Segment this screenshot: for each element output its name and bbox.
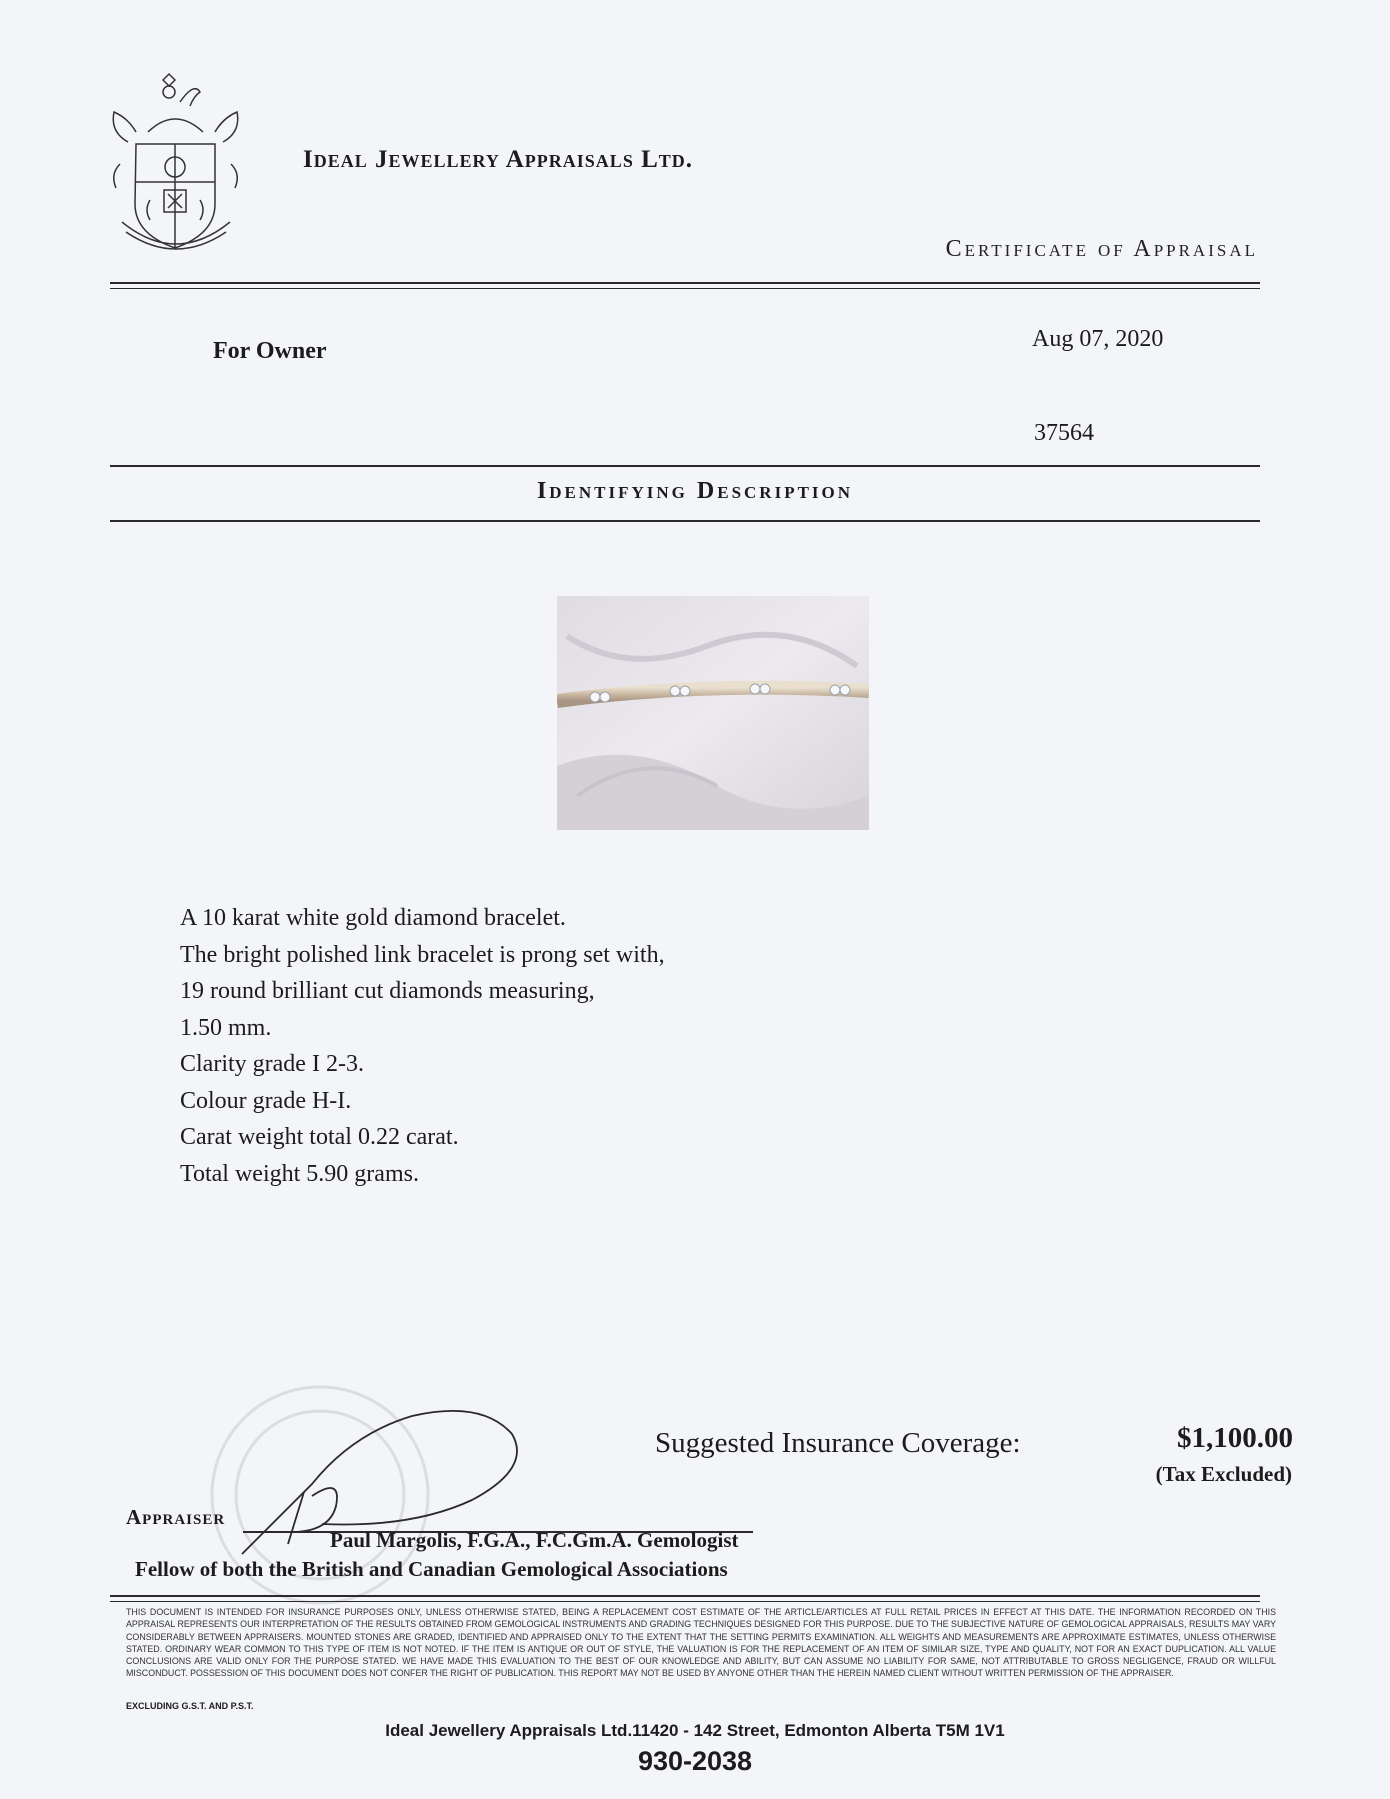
tax-note: (Tax Excluded)	[1155, 1462, 1292, 1486]
certificate-title: Certificate of Appraisal	[945, 236, 1258, 262]
owner-label: For Owner	[213, 338, 327, 364]
description-line: Carat weight total 0.22 carat.	[180, 1124, 459, 1150]
header-rule	[110, 282, 1260, 284]
description-line: 19 round brilliant cut diamonds measuring,	[180, 978, 595, 1004]
coverage-value: $1,100.00	[1177, 1422, 1293, 1454]
description-line: Total weight 5.90 grams.	[180, 1160, 419, 1187]
coverage-label: Suggested Insurance Coverage:	[655, 1427, 1021, 1459]
description-line: A 10 karat white gold diamond bracelet.	[180, 905, 566, 931]
item-photo	[557, 596, 869, 830]
appraiser-name: Paul Margolis, F.G.A., F.C.Gm.A. Gemologist	[330, 1528, 739, 1552]
description-line: Colour grade H-I.	[180, 1087, 352, 1114]
section-rule-bottom	[110, 520, 1260, 522]
crest-icon	[108, 72, 243, 262]
tax-exclusion-note: EXCLUDING G.S.T. AND P.S.T.	[126, 1701, 254, 1711]
appraiser-label: Appraiser	[126, 1505, 226, 1529]
description-line: Clarity grade I 2-3.	[180, 1051, 364, 1077]
reference-number: 37564	[1034, 420, 1094, 446]
description-line: The bright polished link bracelet is prong set with,	[180, 941, 665, 968]
disclaimer-text: THIS DOCUMENT IS INTENDED FOR INSURANCE PURPOSES ONLY, UNLESS OTHERWISE STATED, BEING A REPLACEMENT COST ESTIMATE OF THE ARTICLE/ARTICLES AT FULL RETAIL PRICES IN EFFECT AT THIS DATE. THE INFORMATION RECORDED ON THIS APPRAISAL REPRESENTS OUR INTERPRETATION OF THE RESULTS OBTAINED FROM GEMOLOGICAL INSTRUMENTS AND GRADING TECHNIQUES DESIGNED FOR THIS PURPOSE. DUE TO THE SUBJECTIVE NATURE OF GEMOLOGICAL APPRAISALS, RESULTS MAY VARY CONSIDERABLY BETWEEN APPRAISERS. MOUNTED STONES ARE GRADED, IDENTIFIED AND APPRAISED ONLY TO THE EXTENT THAT THE SETTING PERMITS EXAMINATION. ALL WEIGHTS AND MEASUREMENTS ARE APPROXIMATE ESTIMATES, UNLESS OTHERWISE STATED. ORDINARY WEAR COMMON TO THIS TYPE OF ITEM IS NOT NOTED. IF THE ITEM IS ANTIQUE OR OUT OF STYLE, THE VALUATION IS FOR THE REPLACEMENT OF AN ITEM OF SIMILAR SIZE, TYPE AND QUALITY, NOT FOR AN EXACT DUPLICATION. ALL VALUE CONCLUSIONS ARE VALID ONLY FOR THE PURPOSE STATED. WE HAVE MADE THIS EVALUATION TO THE BEST OF OUR KNOWLEDGE AND ABILITY, BUT CAN ASSUME NO LIABILITY FOR SAME, NOT ATTRIBUTABLE TO GROSS NEGLIGENCE, FRAUD OR WILLFUL MISCONDUCT. POSSESSION OF THIS DOCUMENT DOES NOT CONFER THE RIGHT OF PUBLICATION. THIS REPORT MAY NOT BE USED BY ANYONE OTHER THAN THE HEREIN NAMED CLIENT WITHOUT WRITTEN PERMISSION OF THE APPRAISER.	[126, 1607, 1276, 1679]
company-name: Ideal Jewellery Appraisals Ltd.	[303, 146, 694, 173]
section-rule-top	[110, 465, 1260, 467]
description-line: 1.50 mm.	[180, 1014, 272, 1041]
footer-phone: 930-2038	[637, 1746, 753, 1776]
footer-rule	[110, 1595, 1260, 1597]
section-title: Identifying Description	[536, 478, 854, 504]
appraiser-fellowship: Fellow of both the British and Canadian Gemological Associations	[135, 1557, 728, 1581]
footer-address: Ideal Jewellery Appraisals Ltd.11420 - 142 Street, Edmonton Alberta T5M 1V1	[385, 1721, 1005, 1740]
header-rule-thin	[110, 288, 1260, 289]
item-description	[180, 900, 665, 1192]
footer-rule-thin	[110, 1601, 1260, 1602]
bracelet-photo-icon	[557, 596, 869, 830]
appraisal-date: Aug 07, 2020	[1032, 326, 1164, 352]
